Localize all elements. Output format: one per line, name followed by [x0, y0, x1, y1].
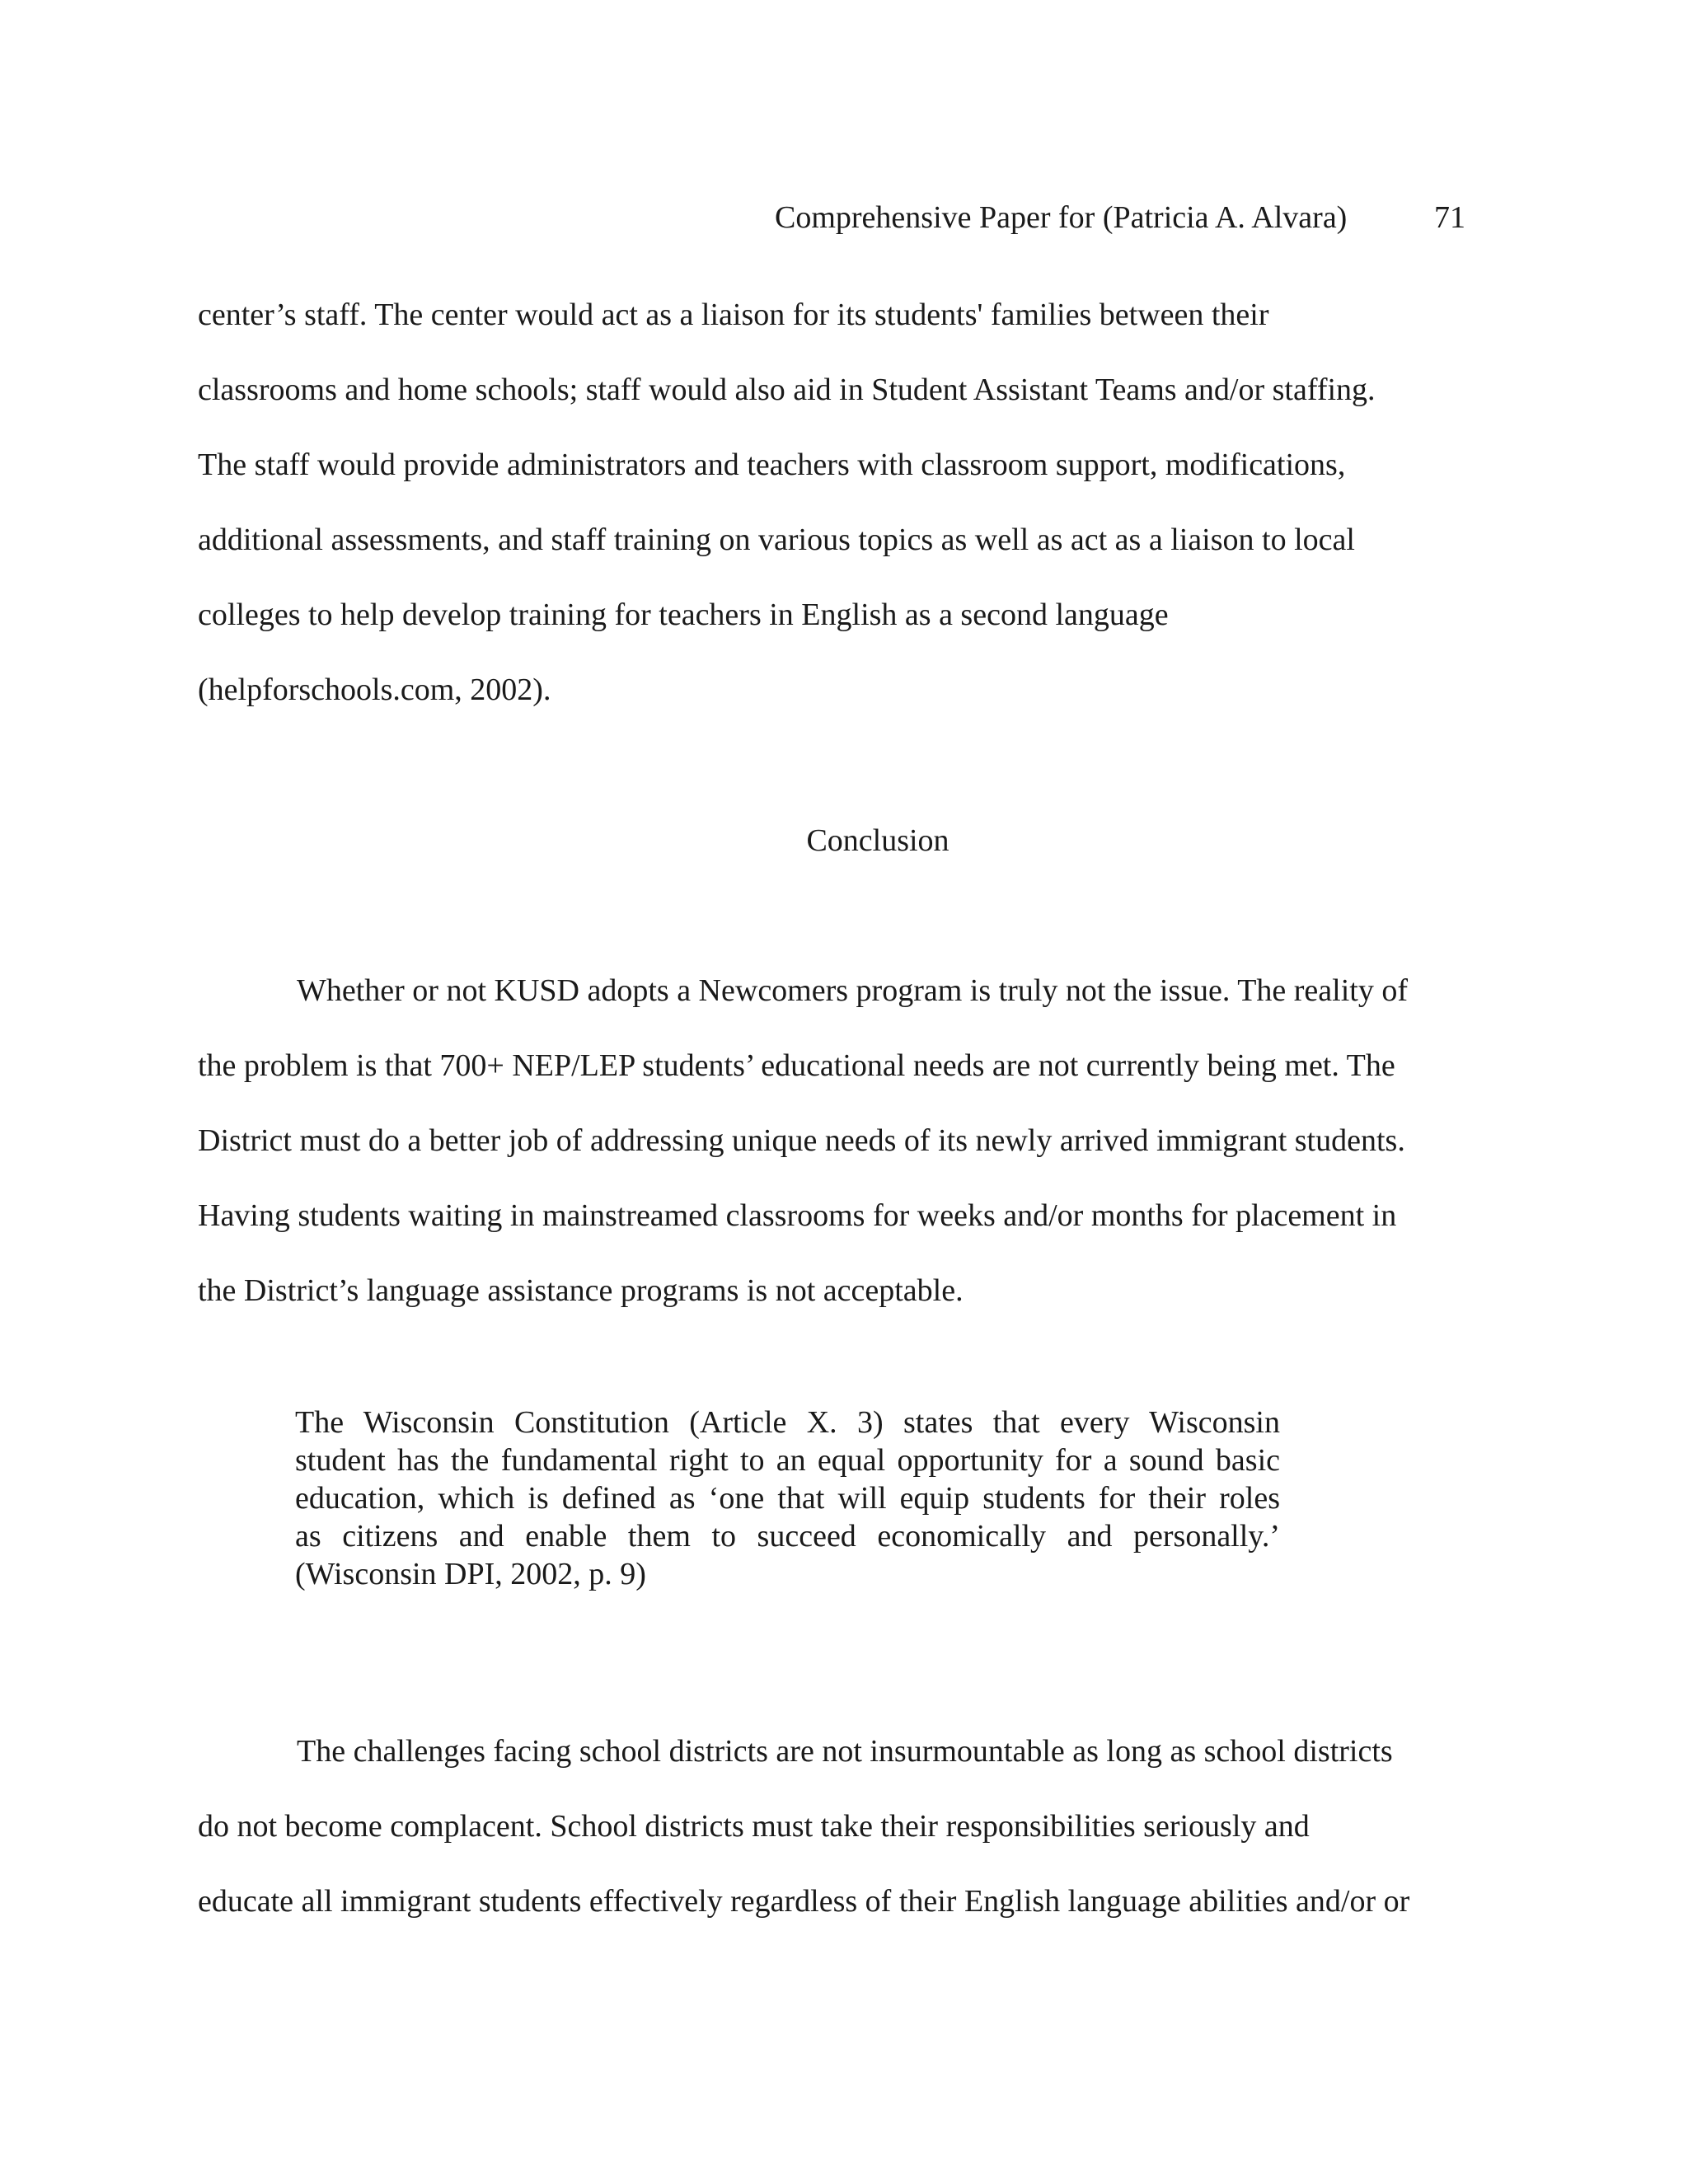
paragraph-line: The challenges facing school districts are not insurmountable as long as school districts — [297, 1734, 1393, 1769]
paragraph-challenges — [198, 1714, 1475, 1939]
block-quote-line: education, which is defined as ‘one that will equip students for their roles — [295, 1481, 1280, 1516]
paragraph-continued — [198, 278, 1475, 728]
block-quote-line: as citizens and enable them to succeed economically and personally.’ — [295, 1519, 1280, 1554]
paragraph-line: (helpforschools.com, 2002). — [198, 673, 551, 707]
block-quote-line: student has the fundamental right to an equal opportunity for a sound basic — [295, 1443, 1280, 1478]
running-title: Comprehensive Paper for (Patricia A. Alvara) — [775, 200, 1348, 235]
paragraph-line: the problem is that 700+ NEP/LEP students’ educational needs are not currently being met. The — [198, 1048, 1395, 1083]
paragraph-line: additional assessments, and staff training on various topics as well as act as a liaison to local — [198, 523, 1355, 557]
paragraph-line: District must do a better job of addressing unique needs of its newly arrived immigrant students. — [198, 1123, 1405, 1158]
paragraph-line: center’s staff. The center would act as a liaison for its students' families between their — [198, 298, 1269, 332]
paragraph-line: Having students waiting in mainstreamed classrooms for weeks and/or months for placement in — [198, 1198, 1397, 1233]
block-quote-line: The Wisconsin Constitution (Article X. 3) states that every Wisconsin — [295, 1405, 1280, 1440]
paragraph-line: do not become complacent. School districts must take their responsibilities seriously and — [198, 1809, 1310, 1844]
block-quote — [295, 1404, 1280, 1593]
paragraph-line: Whether or not KUSD adopts a Newcomers program is truly not the issue. The reality of — [297, 973, 1408, 1008]
paragraph-conclusion — [198, 954, 1475, 1329]
block-quote-citation: (Wisconsin DPI, 2002, p. 9) — [295, 1557, 646, 1591]
section-heading-conclusion: Conclusion — [806, 823, 950, 858]
paragraph-line: educate all immigrant students effectively regardless of their English language abilities and/or or — [198, 1884, 1410, 1919]
paragraph-line: the District’s language assistance programs is not acceptable. — [198, 1273, 964, 1308]
paragraph-line: classrooms and home schools; staff would also aid in Student Assistant Teams and/or staffing. — [198, 373, 1376, 407]
page-number: 71 — [1434, 200, 1465, 235]
paragraph-line: The staff would provide administrators and teachers with classroom support, modifications, — [198, 448, 1346, 482]
paragraph-line: colleges to help develop training for teachers in English as a second language — [198, 598, 1169, 632]
